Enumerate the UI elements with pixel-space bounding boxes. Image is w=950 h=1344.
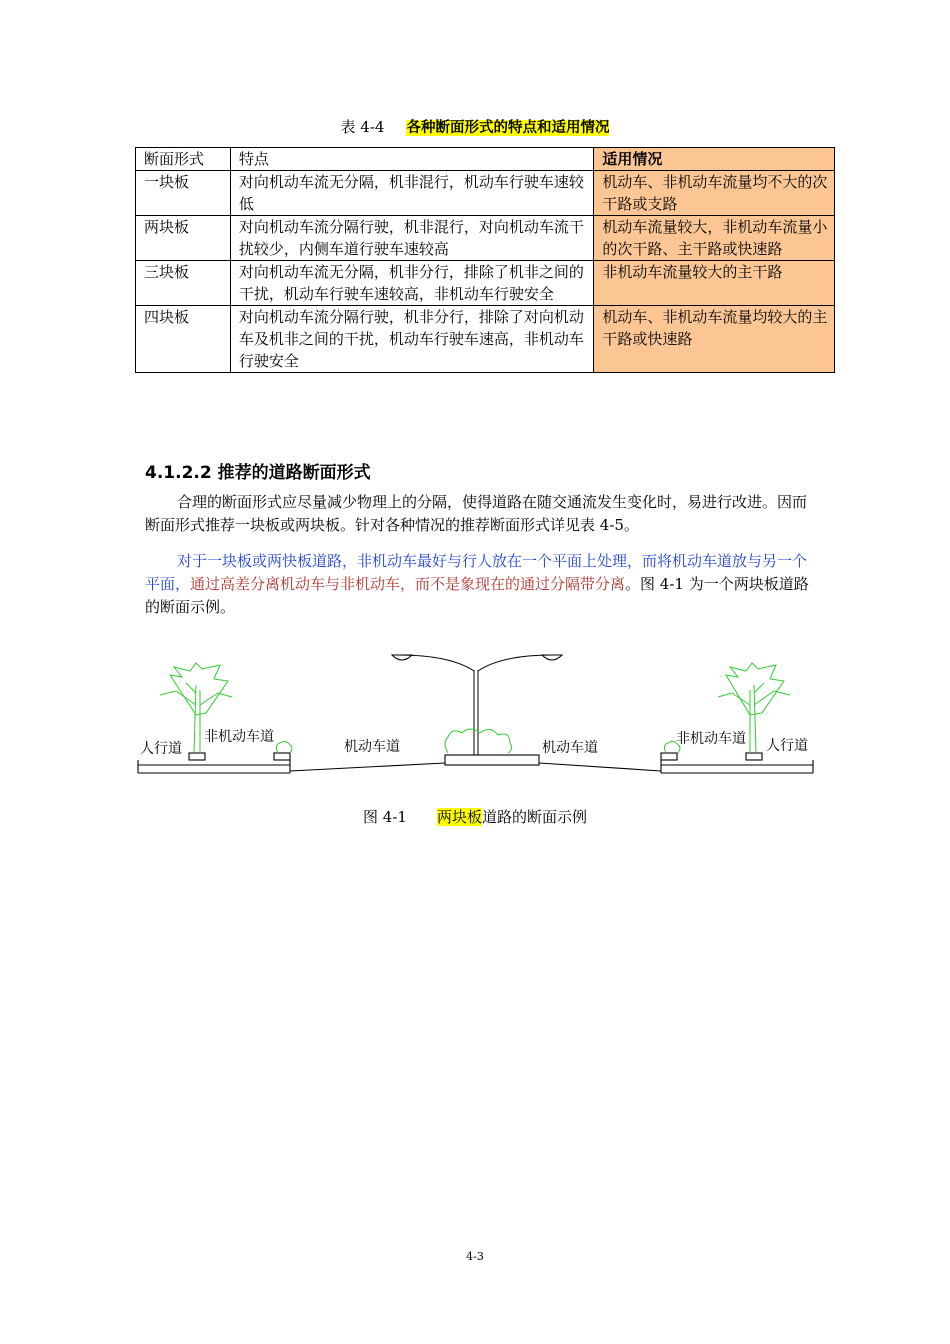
road-profile	[138, 753, 813, 773]
table-cell: 机动车流量较大，非机动车流量小的次干路、主干路或快速路	[594, 216, 835, 261]
table-cell: 对向机动车流无分隔，机非混行，机动车行驶车速较低	[230, 171, 593, 216]
table-cell: 机动车、非机动车流量均较大的主干路或快速路	[594, 306, 835, 373]
table-cell: 对向机动车流无分隔，机非分行，排除了机非之间的干扰，机动车行驶车速较高，非机动车行驶安全	[230, 261, 593, 306]
table-header-cell: 特点	[230, 148, 593, 171]
page-number: 4-3	[466, 1250, 484, 1263]
table-row	[136, 306, 835, 373]
comparison-table	[135, 147, 835, 373]
table-header-row	[136, 148, 835, 171]
table-cell: 非机动车流量较大的主干路	[594, 261, 835, 306]
table-cell: 四块板	[136, 306, 231, 373]
table-row	[136, 171, 835, 216]
table-cell: 三块板	[136, 261, 231, 306]
label-sidewalk-left: 人行道	[140, 741, 182, 757]
label-motor-lane-left: 机动车道	[344, 739, 400, 755]
road-cross-section-figure	[130, 645, 830, 780]
figure-number: 图 4-1	[363, 808, 407, 826]
table-title: 各种断面形式的特点和适用情况	[406, 120, 610, 136]
table-row	[136, 261, 835, 306]
plain-text: 。图 4-1 为一个两块板道路的断面示例。	[145, 575, 809, 616]
table-caption	[0, 116, 950, 137]
table-cell: 一块板	[136, 171, 231, 216]
label-sidewalk-right: 人行道	[766, 738, 808, 754]
table-number: 表 4-4	[340, 118, 385, 136]
table-header-cell: 适用情况	[594, 148, 835, 171]
section-heading: 4.1.2.2 推荐的道路断面形式	[145, 463, 371, 483]
blue-text: 对于一块板或两快板道路，非机动车最好与行人放在一个平面上处理，而将机动车道放与另一个平面，	[145, 552, 808, 593]
figure-caption	[0, 806, 950, 827]
table-cell: 对向机动车流分隔行驶，机非混行，对向机动车流干扰较少，内侧车道行驶车速较高	[230, 216, 593, 261]
table-cell: 机动车、非机动车流量均不大的次干路或支路	[594, 171, 835, 216]
paragraph-1: 合理的断面形式应尽量减少物理上的分隔，使得道路在随交通流发生变化时，易进行改进。因而断面形式推荐一块板或两块板。针对各种情况的推荐断面形式详见表 4-5。	[145, 493, 808, 534]
table-cell: 对向机动车流分隔行驶，机非分行，排除了对向机动车及机非之间的干扰，机动车行驶车速高，非机动车行驶安全	[230, 306, 593, 373]
table-header-cell: 断面形式	[136, 148, 231, 171]
label-bike-lane-right: 非机动车道	[676, 731, 746, 747]
label-bike-lane-left: 非机动车道	[204, 729, 274, 745]
table-row	[136, 216, 835, 261]
table-cell: 两块板	[136, 216, 231, 261]
figure-caption-highlight: 两块板	[436, 808, 482, 826]
label-motor-lane-right: 机动车道	[542, 740, 598, 756]
red-text: 通过高差分离机动车与非机动车，而不是象现在的通过分隔带分离	[190, 575, 626, 593]
street-lamp-icon	[392, 655, 562, 755]
paragraph-2	[145, 550, 810, 619]
figure-caption-text: 道路的断面示例	[481, 808, 587, 826]
